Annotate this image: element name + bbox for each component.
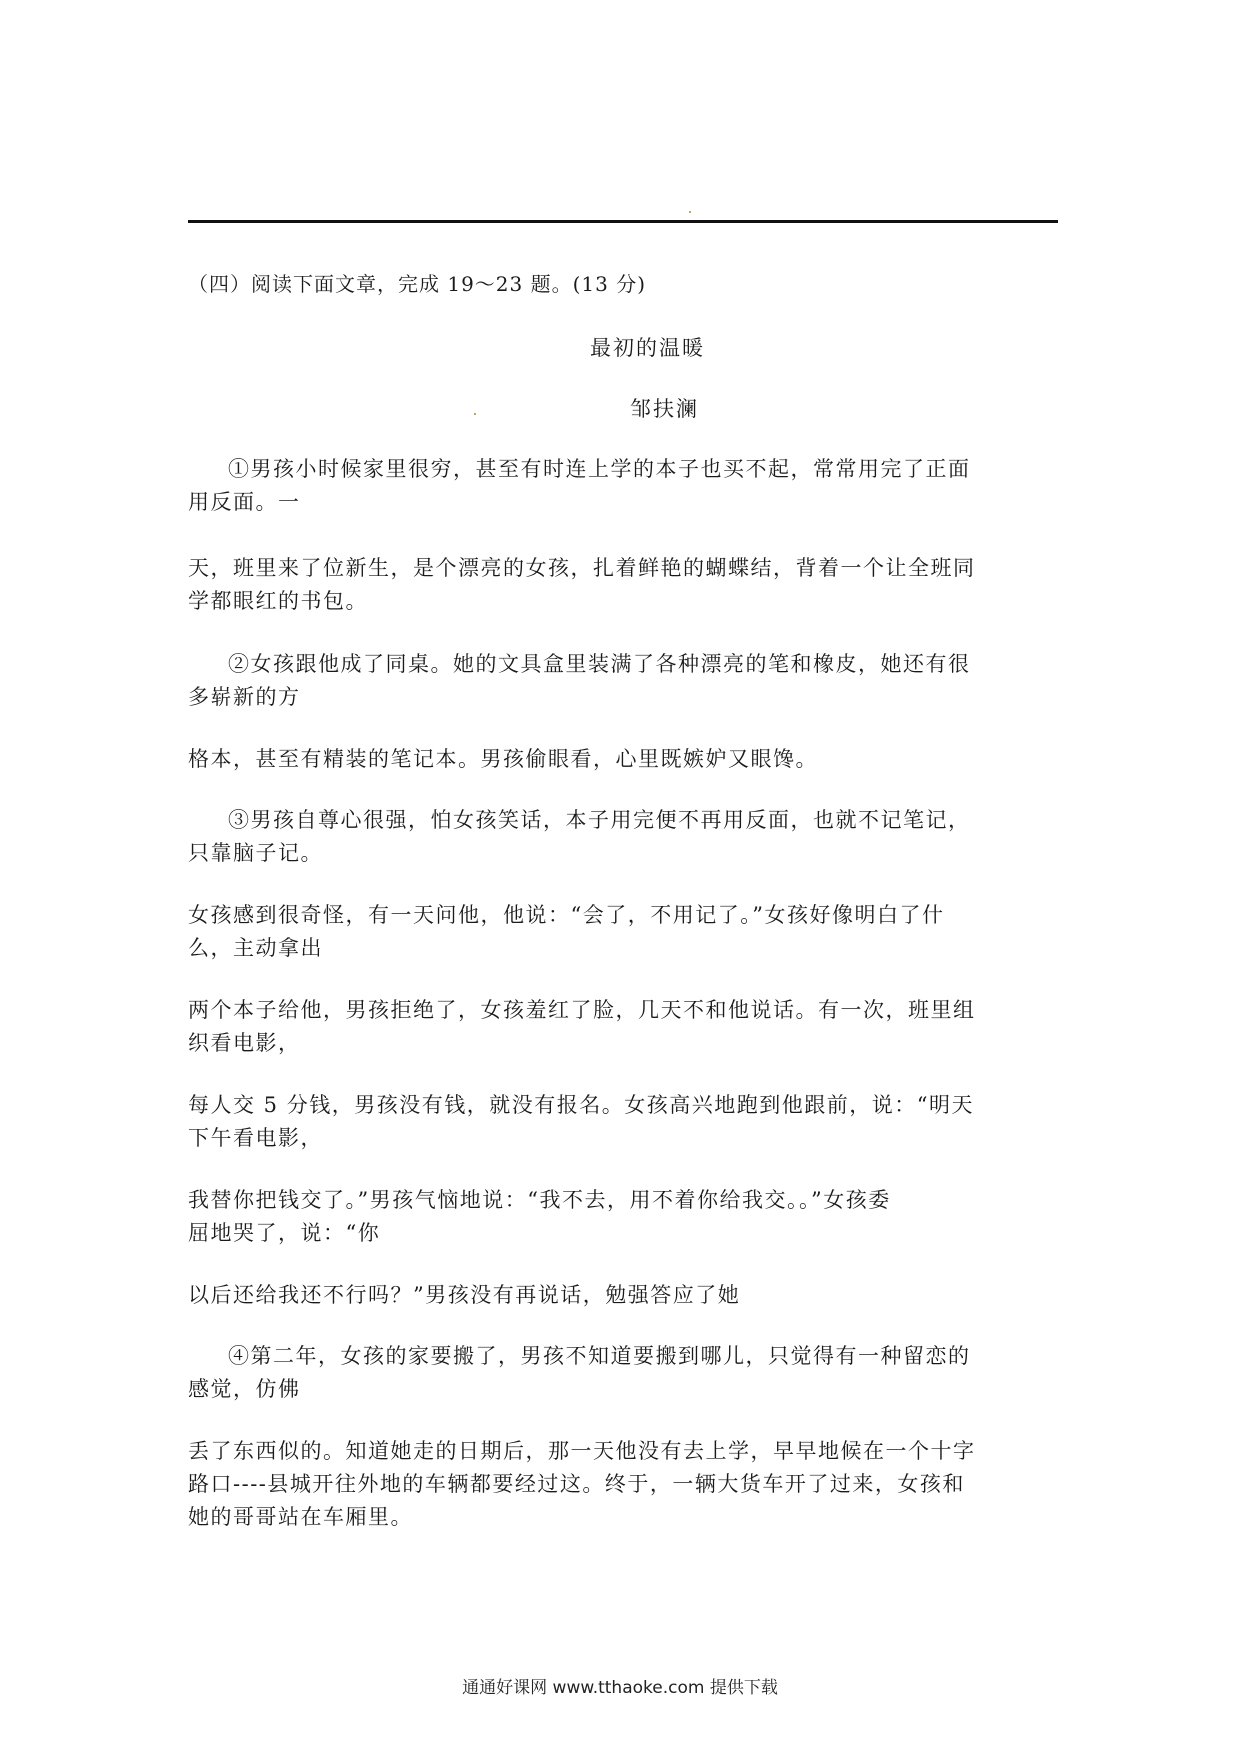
scan-speck <box>689 211 691 213</box>
paragraph-line: 感觉，仿佛 <box>188 1377 301 1401</box>
article-author: 邹扶澜 <box>630 397 699 421</box>
paragraph-line: 多崭新的方 <box>188 685 301 709</box>
paragraph-line: 织看电影， <box>188 1031 301 1055</box>
scan-speck <box>474 413 476 415</box>
article-title: 最初的温暖 <box>590 336 705 360</box>
paragraph-line: 只靠脑子记。 <box>188 841 323 865</box>
section-heading: （四）阅读下面文章，完成 19～23 题。(13 分) <box>188 272 647 296</box>
paragraph-line: 么，主动拿出 <box>188 936 323 960</box>
paragraph-line: 她的哥哥站在车厢里。 <box>188 1505 413 1529</box>
footer-source: 通通好课网 www.tthaoke.com 提供下载 <box>462 1678 778 1698</box>
paragraph-line: 丢了东西似的。知道她走的日期后，那一天他没有去上学，早早地候在一个十字 <box>188 1439 976 1463</box>
paragraph-line: 路口----县城开往外地的车辆都要经过这。终于，一辆大货车开了过来，女孩和 <box>188 1472 965 1496</box>
paragraph-line: 屈地哭了，说：“你 <box>188 1221 381 1245</box>
paragraph-line: 用反面。一 <box>188 490 301 514</box>
paragraph-line: 学都眼红的书包。 <box>188 589 368 613</box>
paragraph-line: 每人交 5 分钱，男孩没有钱，就没有报名。女孩高兴地跑到他跟前，说：“明天 <box>188 1093 974 1117</box>
paragraph-line: 两个本子给他，男孩拒绝了，女孩羞红了脸，几天不和他说话。有一次，班里组 <box>188 998 976 1022</box>
paragraph-line: ①男孩小时候家里很穷，甚至有时连上学的本子也买不起，常常用完了正面 <box>228 457 971 481</box>
paragraph-line: ②女孩跟他成了同桌。她的文具盒里装满了各种漂亮的笔和橡皮，她还有很 <box>228 652 971 676</box>
paragraph-line: 天，班里来了位新生，是个漂亮的女孩，扎着鲜艳的蝴蝶结，背着一个让全班同 <box>188 556 976 580</box>
paragraph-line: 格本，甚至有精装的笔记本。男孩偷眼看，心里既嫉妒又眼馋。 <box>188 747 818 771</box>
paragraph-line: 女孩感到很奇怪，有一天问他，他说：“会了，不用记了。”女孩好像明白了什 <box>188 903 945 927</box>
paragraph-line: ④第二年，女孩的家要搬了，男孩不知道要搬到哪儿，只觉得有一种留恋的 <box>228 1344 971 1368</box>
paragraph-line: 下午看电影， <box>188 1126 323 1150</box>
paragraph-line: ③男孩自尊心很强，怕女孩笑话，本子用完便不再用反面，也就不记笔记， <box>228 808 971 832</box>
header-rule <box>188 220 1058 223</box>
paragraph-line: 我替你把钱交了。”男孩气恼地说：“我不去，用不着你给我交。。”女孩委 <box>188 1188 891 1212</box>
paragraph-line: 以后还给我还不行吗？”男孩没有再说话，勉强答应了她 <box>188 1283 741 1307</box>
